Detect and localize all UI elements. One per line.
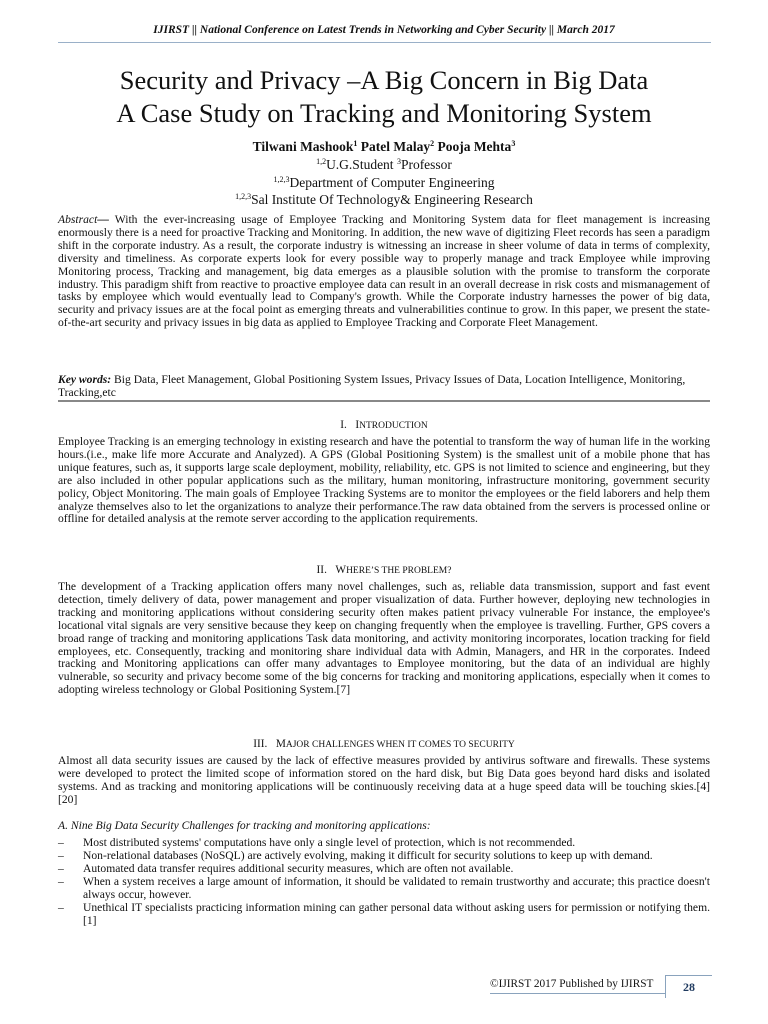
footer-copyright: ©IJIRST 2017 Published by IJIRST	[490, 978, 654, 990]
section-2-body: The development of a Tracking application offers many novel challenges, such as, reliable data transmission, support and fast event detection, timely delivery of data, power management and proper visualization of data. Further however, deploying new technologies in tracking and monitoring applications without considering security often makes patient privacy vulnerable For instance, the employee's locational vital signals are very sensitive because they keep on changing frequently when the employee is travelling. Further, GPS covers a broad range of tracking and monitoring applications Task data monitoring, and activity monitoring incorporates, location tracking for field employees, etc. Consequently, tracking and monitoring share individual data with Admin, Managers, and HR in the corporates. Indeed tracking and Monitoring applications can offer many advantages to Employee monitoring, but the data of an individual are highly vulnerable, so security and privacy become some of the big concerns for tracking and monitoring applications, especially when it comes to adopting wireless technology or Global Positioning System.[7]	[58, 580, 710, 697]
affiliation-3	[0, 192, 768, 208]
section-2-number: II.	[316, 564, 327, 576]
aff1-sup-a: 1,2	[316, 157, 327, 166]
author-3: Pooja Mehta	[437, 139, 512, 154]
list-item	[58, 862, 710, 875]
title-line-2: A Case Study on Tracking and Monitoring System	[116, 98, 652, 128]
author-1: Tilwani Mashook	[252, 139, 354, 154]
list-item-text: Most distributed systems' computations have only a single level of protection, which is not recommended.	[83, 836, 576, 849]
section-2-initial: W	[335, 564, 347, 576]
challenges-list	[58, 836, 710, 927]
section-1-number: I.	[340, 419, 347, 431]
aff1-text-b: Professor	[400, 157, 452, 172]
aff1-sup-b: 3	[396, 157, 401, 166]
keywords-text: Big Data, Fleet Management, Global Positioning System Issues, Privacy Issues of Data, Location Intelligence, Monitoring, Tracking,etc	[58, 373, 686, 399]
keywords	[58, 373, 710, 399]
list-dash: –	[58, 836, 64, 849]
section-1-initial: I	[355, 419, 360, 431]
list-dash: –	[58, 901, 64, 914]
section-1-body: Employee Tracking is an emerging technology in existing research and have the potential to transform the way of human life in the working hours.(i.e., make life more Accurate and Analyzed). A GPS (Global Positioning System) is the smallest unit of a mobile phone that has unique features, such as, it supports large scale deployment, mobility, reliability, etc. GPS is not limited to science and engineering, but they are also included in other popular applications such as the military, human monitoring, infrastructure monitoring, government security policy, Object Monitoring. The main goals of Employee Tracking Systems are to monitor the employees or the field laborers and help them analyze themselves also to let the organizations to analyze their performance.The raw data obtained from the servers is processed online or offline for detailed analysis at the remote server according to the application requirements.	[58, 435, 710, 526]
section-heading-1	[0, 419, 768, 431]
affiliation-1	[0, 157, 768, 173]
section-heading-2	[0, 564, 768, 576]
list-item	[58, 849, 710, 862]
list-item	[58, 901, 710, 927]
keywords-label: Key words:	[58, 373, 112, 386]
subsection-heading: A. Nine Big Data Security Challenges for tracking and monitoring applications:	[58, 819, 431, 832]
author-2-sup: 2	[430, 139, 435, 148]
abstract-dash: —	[97, 213, 109, 226]
list-item-text: Unethical IT specialists practicing information mining can gather personal data without asking users for permission or notifying them. [1]	[83, 901, 710, 927]
author-line	[0, 139, 768, 155]
section-2-rest: HERE’S THE PROBLEM?	[346, 566, 452, 576]
aff1-text-a: U.G.Student	[326, 157, 397, 172]
section-1-rest: NTRODUCTION	[359, 421, 428, 431]
affiliation-2	[0, 175, 768, 191]
list-item-text: Non-relational databases (NoSQL) are actively evolving, making it difficult for security solutions to keep up with demand.	[83, 849, 653, 862]
abstract-text: With the ever-increasing usage of Employee Tracking and Monitoring System data for fleet management is increasing enormously there is a need for proactive Tracking and Monitoring. In addition, the new wave of digitizing Fleet records has seen a paradigm shift in the corporate industry. As a result, the corporate industry is witnessing an increase in sheer volume of data in terms of complexity, diversity and timeliness. As corporate experts look for every possible way to properly manage and track Employee while improving Monitoring process, Tracking and management, big data emerges as a plausible solution with the promise to transform the corporate industry. This paradigm shift from reactive to proactive employee data can result in an overall decrease in risk costs and mismanagement of tasks by employee which would eventually lead to Company's growth. While the Corporate industry harnesses the power of big data, security and privacy issues are at the focal point as emerging threats and vulnerabilities continue to grow. In this paper, we present the state-of-the-art security and privacy issues in big data as applied to Employee Tracking and Corporate Fleet Management.	[58, 213, 710, 330]
list-item	[58, 875, 710, 901]
author-3-sup: 3	[511, 139, 516, 148]
header-rule	[58, 42, 711, 43]
aff2-text: Department of Computer Engineering	[289, 175, 495, 190]
abstract-label: Abstract	[58, 213, 98, 226]
section-3-body: Almost all data security issues are caused by the lack of effective measures provided by antivirus software and firewalls. These systems were developed to protect the limited scope of information stored on the hard disk, but Big Data goes beyond hard disks and isolated systems. And as tracking and monitoring applications will be continuously receiving data at a huge speed data will be touching skies.[4] [20]	[58, 754, 710, 806]
section-3-initial: M	[275, 738, 286, 750]
section-3-number: III.	[253, 738, 268, 750]
paper-title	[0, 64, 768, 130]
title-line-1: Security and Privacy –A Big Concern in Big Data	[119, 65, 649, 95]
list-dash: –	[58, 849, 64, 862]
footer-rule	[490, 993, 665, 994]
list-dash: –	[58, 862, 64, 875]
list-dash: –	[58, 875, 64, 888]
list-item	[58, 836, 710, 849]
abstract-divider	[58, 400, 710, 402]
running-head: IJIRST || National Conference on Latest Trends in Networking and Cyber Security || March 2017	[153, 24, 615, 36]
section-heading-3	[0, 738, 768, 750]
abstract	[58, 214, 710, 330]
author-2: Patel Malay	[360, 139, 431, 154]
section-3-rest: AJOR CHALLENGES WHEN IT COMES TO SECURITY	[285, 740, 515, 750]
aff3-text: Sal Institute Of Technology& Engineering Research	[251, 192, 533, 207]
list-item-text: Automated data transfer requires additional security measures, which are often not available.	[83, 862, 514, 875]
aff3-sup: 1,2,3	[235, 192, 252, 201]
aff2-sup: 1,2,3	[273, 175, 290, 184]
author-1-sup: 1	[353, 139, 358, 148]
list-item-text: When a system receives a large amount of information, it should be validated to remain trustworthy and accurate; this practice doesn't always occur, however.	[83, 875, 710, 901]
page-number: 28	[665, 975, 712, 998]
